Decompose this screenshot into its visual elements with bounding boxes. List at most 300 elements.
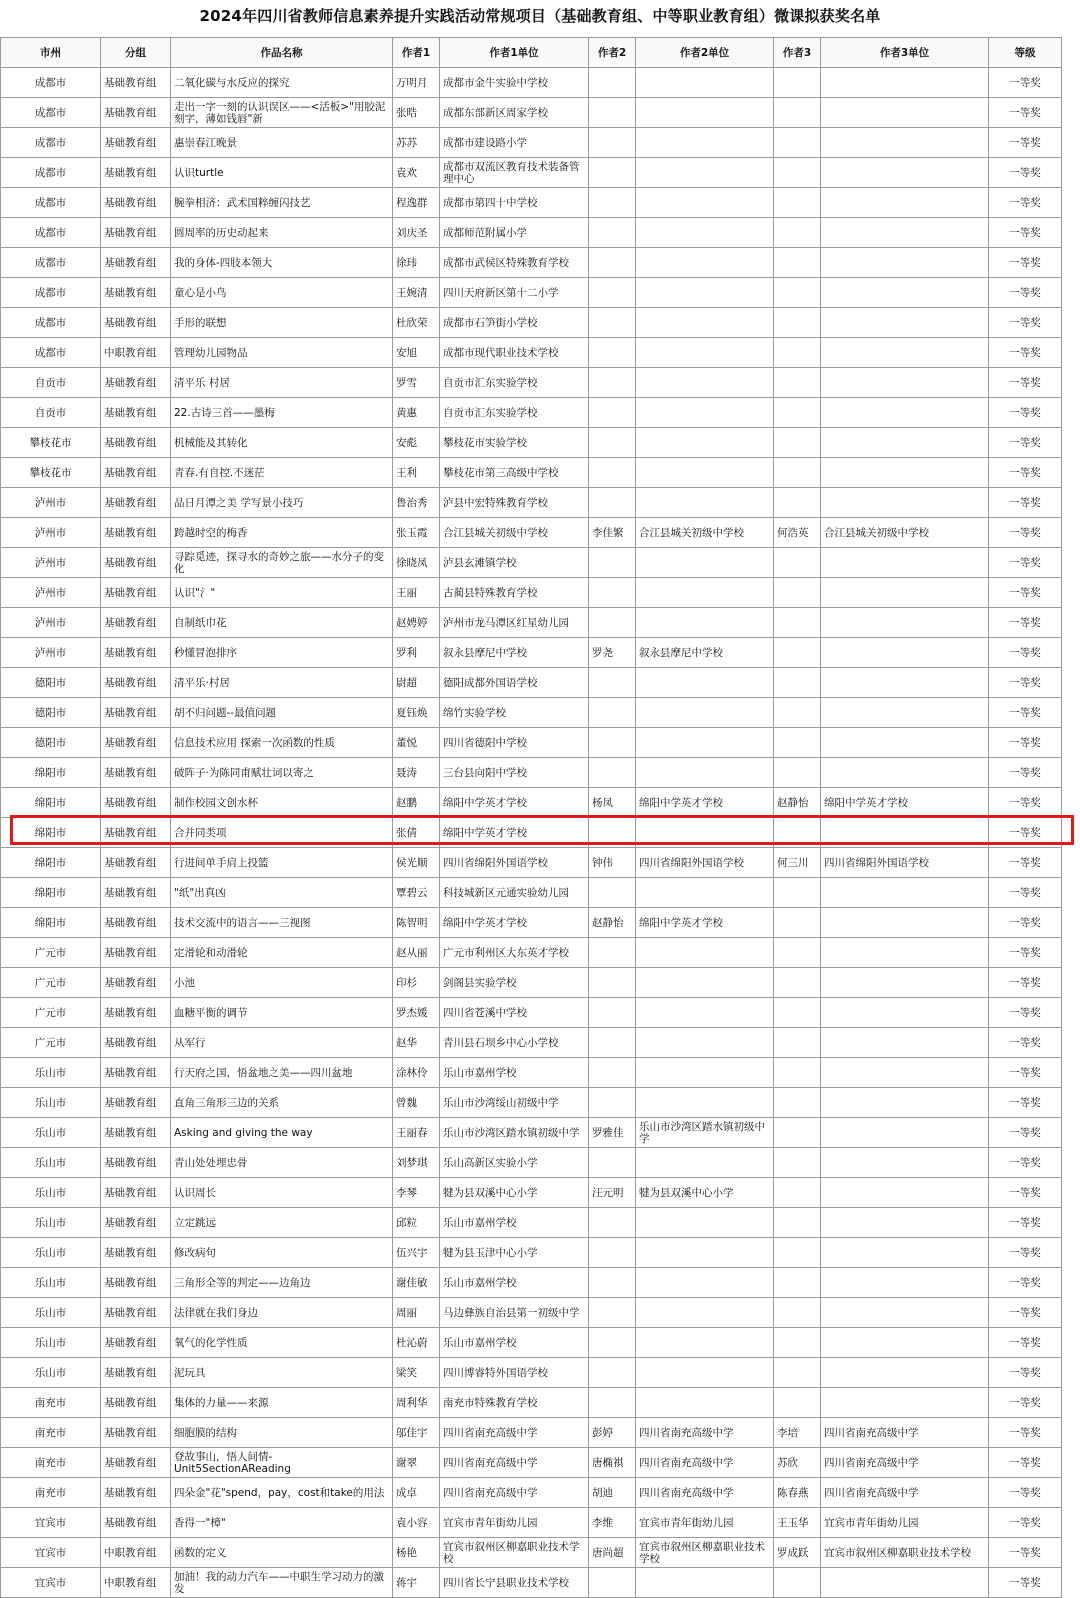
author1-unit-cell: 绵竹实验学校 <box>440 698 589 728</box>
author3-unit-cell: 绵阳中学英才学校 <box>821 788 989 818</box>
author1-unit-cell: 成都市武侯区特殊教育学校 <box>440 248 589 278</box>
author2-unit-cell <box>636 1208 774 1238</box>
group-cell: 基础教育组 <box>101 698 171 728</box>
author1-unit-cell: 科技城新区元通实验幼儿园 <box>440 878 589 908</box>
author2-cell <box>589 218 636 248</box>
author2-cell <box>589 1358 636 1388</box>
table-row <box>1 158 1062 188</box>
work-title-cell: 管理幼儿园物品 <box>171 338 393 368</box>
city-cell: 成都市 <box>1 248 101 278</box>
author1-cell: 苏苏 <box>393 128 440 158</box>
city-cell: 泸州市 <box>1 608 101 638</box>
work-title-cell: 行天府之国，悟盆地之美——四川盆地 <box>171 1058 393 1088</box>
table-row <box>1 1358 1062 1388</box>
table-row <box>1 428 1062 458</box>
work-title-cell: 法律就在我们身边 <box>171 1298 393 1328</box>
table-row <box>1 98 1062 128</box>
work-title-cell: 信息技术应用 探索一次函数的性质 <box>171 728 393 758</box>
author3-cell <box>774 938 821 968</box>
header-grade: 等级 <box>989 38 1062 68</box>
grade-cell: 一等奖 <box>989 308 1062 338</box>
city-cell: 绵阳市 <box>1 758 101 788</box>
author1-cell: 程逸群 <box>393 188 440 218</box>
author3-cell: 苏欣 <box>774 1448 821 1478</box>
author3-unit-cell <box>821 158 989 188</box>
city-cell: 南充市 <box>1 1478 101 1508</box>
group-cell: 基础教育组 <box>101 1028 171 1058</box>
work-title-cell: 品日月潭之美 学写景小技巧 <box>171 488 393 518</box>
author3-cell <box>774 1178 821 1208</box>
work-title-cell: 手形的联想 <box>171 308 393 338</box>
author1-cell: 赵娉婷 <box>393 608 440 638</box>
table-row <box>1 1328 1062 1358</box>
table-row <box>1 1478 1062 1508</box>
author2-unit-cell <box>636 1298 774 1328</box>
author1-cell: 赵鹏 <box>393 788 440 818</box>
grade-cell: 一等奖 <box>989 638 1062 668</box>
author2-cell <box>589 608 636 638</box>
work-title-cell: 定滑轮和动滑轮 <box>171 938 393 968</box>
group-cell: 基础教育组 <box>101 428 171 458</box>
author2-unit-cell <box>636 1238 774 1268</box>
author3-cell: 王玉华 <box>774 1508 821 1538</box>
author3-cell <box>774 1328 821 1358</box>
author3-unit-cell: 合江县城关初级中学校 <box>821 518 989 548</box>
work-title-cell: 行进间单手肩上投篮 <box>171 848 393 878</box>
author1-cell: 陈智明 <box>393 908 440 938</box>
author3-unit-cell <box>821 548 989 578</box>
author1-unit-cell: 成都市现代职业技术学校 <box>440 338 589 368</box>
award-table <box>0 37 1062 1598</box>
author2-unit-cell: 宜宾市青年街幼儿园 <box>636 1508 774 1538</box>
author1-unit-cell: 成都东部新区周家学校 <box>440 98 589 128</box>
group-cell: 基础教育组 <box>101 218 171 248</box>
table-row <box>1 788 1062 818</box>
table-row <box>1 188 1062 218</box>
author2-unit-cell <box>636 578 774 608</box>
author2-cell <box>589 248 636 278</box>
author3-cell <box>774 188 821 218</box>
work-title-cell: 泥玩具 <box>171 1358 393 1388</box>
author1-cell: 邱粒 <box>393 1208 440 1238</box>
author2-cell <box>589 1388 636 1418</box>
author1-cell: 王婉清 <box>393 278 440 308</box>
author1-cell: 徐玮 <box>393 248 440 278</box>
city-cell: 南充市 <box>1 1388 101 1418</box>
city-cell: 乐山市 <box>1 1298 101 1328</box>
grade-cell: 一等奖 <box>989 698 1062 728</box>
city-cell: 绵阳市 <box>1 878 101 908</box>
grade-cell: 一等奖 <box>989 1058 1062 1088</box>
table-row <box>1 1538 1062 1568</box>
table-row <box>1 248 1062 278</box>
group-cell: 基础教育组 <box>101 68 171 98</box>
author1-cell: 赵华 <box>393 1028 440 1058</box>
table-row <box>1 1238 1062 1268</box>
author2-unit-cell <box>636 698 774 728</box>
author3-unit-cell <box>821 638 989 668</box>
grade-cell: 一等奖 <box>989 1538 1062 1568</box>
group-cell: 基础教育组 <box>101 1388 171 1418</box>
table-row <box>1 1118 1062 1148</box>
author2-cell: 唐椭祺 <box>589 1448 636 1478</box>
city-cell: 乐山市 <box>1 1178 101 1208</box>
author1-unit-cell: 成都市金牛实验中学校 <box>440 68 589 98</box>
table-row <box>1 1388 1062 1418</box>
author2-unit-cell <box>636 398 774 428</box>
author1-unit-cell: 青川县石坝乡中心小学校 <box>440 1028 589 1058</box>
group-cell: 基础教育组 <box>101 488 171 518</box>
group-cell: 基础教育组 <box>101 848 171 878</box>
city-cell: 乐山市 <box>1 1148 101 1178</box>
author2-cell <box>589 818 636 848</box>
author2-cell <box>589 398 636 428</box>
author2-cell <box>589 488 636 518</box>
author2-cell: 钟伟 <box>589 848 636 878</box>
header-author1-unit: 作者1单位 <box>440 38 589 68</box>
grade-cell: 一等奖 <box>989 968 1062 998</box>
author3-cell <box>774 998 821 1028</box>
author2-cell <box>589 1298 636 1328</box>
grade-cell: 一等奖 <box>989 1568 1062 1598</box>
author2-cell <box>589 308 636 338</box>
author1-unit-cell: 四川省南充高级中学 <box>440 1478 589 1508</box>
author3-cell <box>774 578 821 608</box>
author1-unit-cell: 三台县向阳中学校 <box>440 758 589 788</box>
author1-unit-cell: 成都市第四十中学校 <box>440 188 589 218</box>
work-title-cell: 氧气的化学性质 <box>171 1328 393 1358</box>
header-author2-unit: 作者2单位 <box>636 38 774 68</box>
author1-cell: 涂林伶 <box>393 1058 440 1088</box>
author2-unit-cell <box>636 218 774 248</box>
group-cell: 基础教育组 <box>101 128 171 158</box>
author3-cell <box>774 278 821 308</box>
header-group: 分组 <box>101 38 171 68</box>
author3-unit-cell <box>821 1148 989 1178</box>
author3-cell: 何三川 <box>774 848 821 878</box>
author3-unit-cell <box>821 1388 989 1418</box>
work-title-cell: 童心是小鸟 <box>171 278 393 308</box>
grade-cell: 一等奖 <box>989 1208 1062 1238</box>
author2-cell <box>589 548 636 578</box>
group-cell: 基础教育组 <box>101 638 171 668</box>
city-cell: 成都市 <box>1 338 101 368</box>
author1-unit-cell: 宜宾市叙州区柳嘉职业技术学校 <box>440 1538 589 1568</box>
grade-cell: 一等奖 <box>989 1478 1062 1508</box>
group-cell: 基础教育组 <box>101 158 171 188</box>
author3-unit-cell <box>821 98 989 128</box>
city-cell: 德阳市 <box>1 728 101 758</box>
city-cell: 成都市 <box>1 278 101 308</box>
city-cell: 成都市 <box>1 188 101 218</box>
author1-cell: 周丽 <box>393 1298 440 1328</box>
author1-unit-cell: 成都市石笋街小学校 <box>440 308 589 338</box>
author2-unit-cell: 合江县城关初级中学校 <box>636 518 774 548</box>
author1-cell: 杜沁蔚 <box>393 1328 440 1358</box>
group-cell: 基础教育组 <box>101 1328 171 1358</box>
grade-cell: 一等奖 <box>989 1268 1062 1298</box>
author1-cell: 安旭 <box>393 338 440 368</box>
author3-unit-cell <box>821 878 989 908</box>
grade-cell: 一等奖 <box>989 68 1062 98</box>
author1-cell: 曾魏 <box>393 1088 440 1118</box>
author3-cell <box>774 308 821 338</box>
city-cell: 泸州市 <box>1 488 101 518</box>
author3-unit-cell <box>821 1238 989 1268</box>
author3-unit-cell <box>821 1088 989 1118</box>
author2-unit-cell: 乐山市沙湾区踏水镇初级中学 <box>636 1118 774 1148</box>
grade-cell: 一等奖 <box>989 1178 1062 1208</box>
table-row <box>1 1178 1062 1208</box>
author3-cell <box>774 1208 821 1238</box>
author2-cell <box>589 458 636 488</box>
author2-unit-cell <box>636 128 774 158</box>
author3-unit-cell: 四川省南充高级中学 <box>821 1448 989 1478</box>
author3-unit-cell <box>821 608 989 638</box>
author1-cell: 夏钰焕 <box>393 698 440 728</box>
author1-cell: 李琴 <box>393 1178 440 1208</box>
author2-unit-cell <box>636 728 774 758</box>
author1-unit-cell: 犍为县双溪中心小学 <box>440 1178 589 1208</box>
author2-cell: 赵静怡 <box>589 908 636 938</box>
work-title-cell: "纸"出真凶 <box>171 878 393 908</box>
author3-cell <box>774 458 821 488</box>
table-row <box>1 1028 1062 1058</box>
author2-unit-cell: 四川省南充高级中学 <box>636 1448 774 1478</box>
author3-unit-cell <box>821 398 989 428</box>
author1-cell: 安彪 <box>393 428 440 458</box>
author2-cell <box>589 68 636 98</box>
group-cell: 基础教育组 <box>101 608 171 638</box>
table-row <box>1 518 1062 548</box>
author2-cell <box>589 1238 636 1268</box>
group-cell: 基础教育组 <box>101 368 171 398</box>
author2-cell: 李佳繁 <box>589 518 636 548</box>
grade-cell: 一等奖 <box>989 1298 1062 1328</box>
group-cell: 基础教育组 <box>101 398 171 428</box>
author3-unit-cell <box>821 908 989 938</box>
group-cell: 基础教育组 <box>101 998 171 1028</box>
group-cell: 基础教育组 <box>101 308 171 338</box>
author1-cell: 王丽春 <box>393 1118 440 1148</box>
work-title-cell: 四朵金"花"spend，pay，cost和take的用法 <box>171 1478 393 1508</box>
author2-unit-cell <box>636 458 774 488</box>
author1-unit-cell: 乐山市嘉州学校 <box>440 1268 589 1298</box>
table-row <box>1 368 1062 398</box>
group-cell: 基础教育组 <box>101 728 171 758</box>
city-cell: 自贡市 <box>1 368 101 398</box>
author3-cell <box>774 428 821 458</box>
author2-cell <box>589 188 636 218</box>
author3-unit-cell <box>821 578 989 608</box>
city-cell: 泸州市 <box>1 518 101 548</box>
group-cell: 中职教育组 <box>101 1568 171 1598</box>
author3-unit-cell: 宜宾市青年街幼儿园 <box>821 1508 989 1538</box>
work-title-cell: 认识turtle <box>171 158 393 188</box>
author2-unit-cell <box>636 938 774 968</box>
author3-cell <box>774 248 821 278</box>
author1-cell: 杨艳 <box>393 1538 440 1568</box>
group-cell: 基础教育组 <box>101 1208 171 1238</box>
grade-cell: 一等奖 <box>989 98 1062 128</box>
group-cell: 基础教育组 <box>101 968 171 998</box>
table-row <box>1 218 1062 248</box>
author2-unit-cell <box>636 1268 774 1298</box>
author1-unit-cell: 四川省长宁县职业技术学校 <box>440 1568 589 1598</box>
author2-unit-cell <box>636 428 774 458</box>
work-title-cell: 技术交流中的语言——三视图 <box>171 908 393 938</box>
author2-cell <box>589 278 636 308</box>
grade-cell: 一等奖 <box>989 668 1062 698</box>
author2-cell <box>589 698 636 728</box>
author2-unit-cell: 绵阳中学英才学校 <box>636 908 774 938</box>
table-row <box>1 728 1062 758</box>
author2-cell <box>589 938 636 968</box>
author1-unit-cell: 绵阳中学英才学校 <box>440 818 589 848</box>
grade-cell: 一等奖 <box>989 728 1062 758</box>
city-cell: 广元市 <box>1 1028 101 1058</box>
author3-cell <box>774 728 821 758</box>
author2-cell <box>589 758 636 788</box>
author1-cell: 梁笑 <box>393 1358 440 1388</box>
author3-cell <box>774 1568 821 1598</box>
author3-unit-cell <box>821 1028 989 1058</box>
author3-unit-cell <box>821 698 989 728</box>
work-title-cell: 认识"氵" <box>171 578 393 608</box>
author2-unit-cell <box>636 818 774 848</box>
author2-cell <box>589 338 636 368</box>
work-title-cell: 三角形全等的判定——边角边 <box>171 1268 393 1298</box>
group-cell: 基础教育组 <box>101 788 171 818</box>
author3-unit-cell <box>821 188 989 218</box>
author1-cell: 杜欣荣 <box>393 308 440 338</box>
group-cell: 中职教育组 <box>101 1538 171 1568</box>
author2-unit-cell <box>636 1058 774 1088</box>
grade-cell: 一等奖 <box>989 368 1062 398</box>
group-cell: 基础教育组 <box>101 248 171 278</box>
city-cell: 攀枝花市 <box>1 428 101 458</box>
table-row <box>1 278 1062 308</box>
author1-unit-cell: 剑阁县实验学校 <box>440 968 589 998</box>
author2-unit-cell <box>636 248 774 278</box>
table-row <box>1 1058 1062 1088</box>
author2-unit-cell: 四川省绵阳外国语学校 <box>636 848 774 878</box>
author1-cell: 张晧 <box>393 98 440 128</box>
work-title-cell: 制作校园文创水杯 <box>171 788 393 818</box>
author3-cell <box>774 1358 821 1388</box>
grade-cell: 一等奖 <box>989 1508 1062 1538</box>
header-author1: 作者1 <box>393 38 440 68</box>
grade-cell: 一等奖 <box>989 218 1062 248</box>
author3-unit-cell <box>821 218 989 248</box>
table-row <box>1 308 1062 338</box>
author2-cell <box>589 1208 636 1238</box>
author2-cell <box>589 1058 636 1088</box>
author2-unit-cell <box>636 548 774 578</box>
grade-cell: 一等奖 <box>989 488 1062 518</box>
grade-cell: 一等奖 <box>989 278 1062 308</box>
author3-cell <box>774 218 821 248</box>
author2-cell: 李维 <box>589 1508 636 1538</box>
author2-cell: 胡迪 <box>589 1478 636 1508</box>
author1-cell: 邬佳宇 <box>393 1418 440 1448</box>
grade-cell: 一等奖 <box>989 548 1062 578</box>
group-cell: 基础教育组 <box>101 1298 171 1328</box>
author2-unit-cell <box>636 608 774 638</box>
group-cell: 基础教育组 <box>101 458 171 488</box>
author3-cell <box>774 668 821 698</box>
author2-unit-cell <box>636 158 774 188</box>
author3-unit-cell <box>821 488 989 518</box>
table-row <box>1 638 1062 668</box>
grade-cell: 一等奖 <box>989 1418 1062 1448</box>
author3-unit-cell <box>821 1178 989 1208</box>
author3-unit-cell <box>821 428 989 458</box>
table-row <box>1 698 1062 728</box>
grade-cell: 一等奖 <box>989 878 1062 908</box>
work-title-cell: Asking and giving the way <box>171 1118 393 1148</box>
table-row <box>1 878 1062 908</box>
grade-cell: 一等奖 <box>989 1358 1062 1388</box>
author3-cell <box>774 758 821 788</box>
city-cell: 绵阳市 <box>1 818 101 848</box>
author1-cell: 袁欢 <box>393 158 440 188</box>
author2-unit-cell <box>636 188 774 218</box>
table-row <box>1 608 1062 638</box>
author3-cell <box>774 1268 821 1298</box>
grade-cell: 一等奖 <box>989 188 1062 218</box>
table-header <box>1 38 1062 68</box>
author2-cell <box>589 968 636 998</box>
city-cell: 乐山市 <box>1 1118 101 1148</box>
author2-unit-cell <box>636 368 774 398</box>
work-title-cell: 认识周长 <box>171 1178 393 1208</box>
author1-cell: 王丽 <box>393 578 440 608</box>
author2-unit-cell <box>636 308 774 338</box>
author1-unit-cell: 成都市建设路小学 <box>440 128 589 158</box>
group-cell: 基础教育组 <box>101 1418 171 1448</box>
group-cell: 基础教育组 <box>101 1448 171 1478</box>
grade-cell: 一等奖 <box>989 848 1062 878</box>
author3-unit-cell <box>821 1208 989 1238</box>
work-title-cell: 立定跳远 <box>171 1208 393 1238</box>
grade-cell: 一等奖 <box>989 1448 1062 1478</box>
author1-cell: 万明月 <box>393 68 440 98</box>
author3-cell <box>774 908 821 938</box>
grade-cell: 一等奖 <box>989 248 1062 278</box>
author2-cell <box>589 158 636 188</box>
author3-cell <box>774 1298 821 1328</box>
work-title-cell: 青山处处埋忠骨 <box>171 1148 393 1178</box>
author3-cell <box>774 98 821 128</box>
author1-unit-cell: 攀枝花市实验学校 <box>440 428 589 458</box>
author2-cell: 罗雅佳 <box>589 1118 636 1148</box>
city-cell: 宜宾市 <box>1 1568 101 1598</box>
author2-cell <box>589 428 636 458</box>
author1-cell: 王利 <box>393 458 440 488</box>
author2-cell <box>589 1088 636 1118</box>
table-row <box>1 1418 1062 1448</box>
table-row <box>1 458 1062 488</box>
author1-cell: 侯光顺 <box>393 848 440 878</box>
table-row <box>1 1298 1062 1328</box>
grade-cell: 一等奖 <box>989 788 1062 818</box>
table-row <box>1 578 1062 608</box>
author3-unit-cell <box>821 668 989 698</box>
author3-cell: 李培 <box>774 1418 821 1448</box>
group-cell: 基础教育组 <box>101 188 171 218</box>
author3-unit-cell <box>821 758 989 788</box>
